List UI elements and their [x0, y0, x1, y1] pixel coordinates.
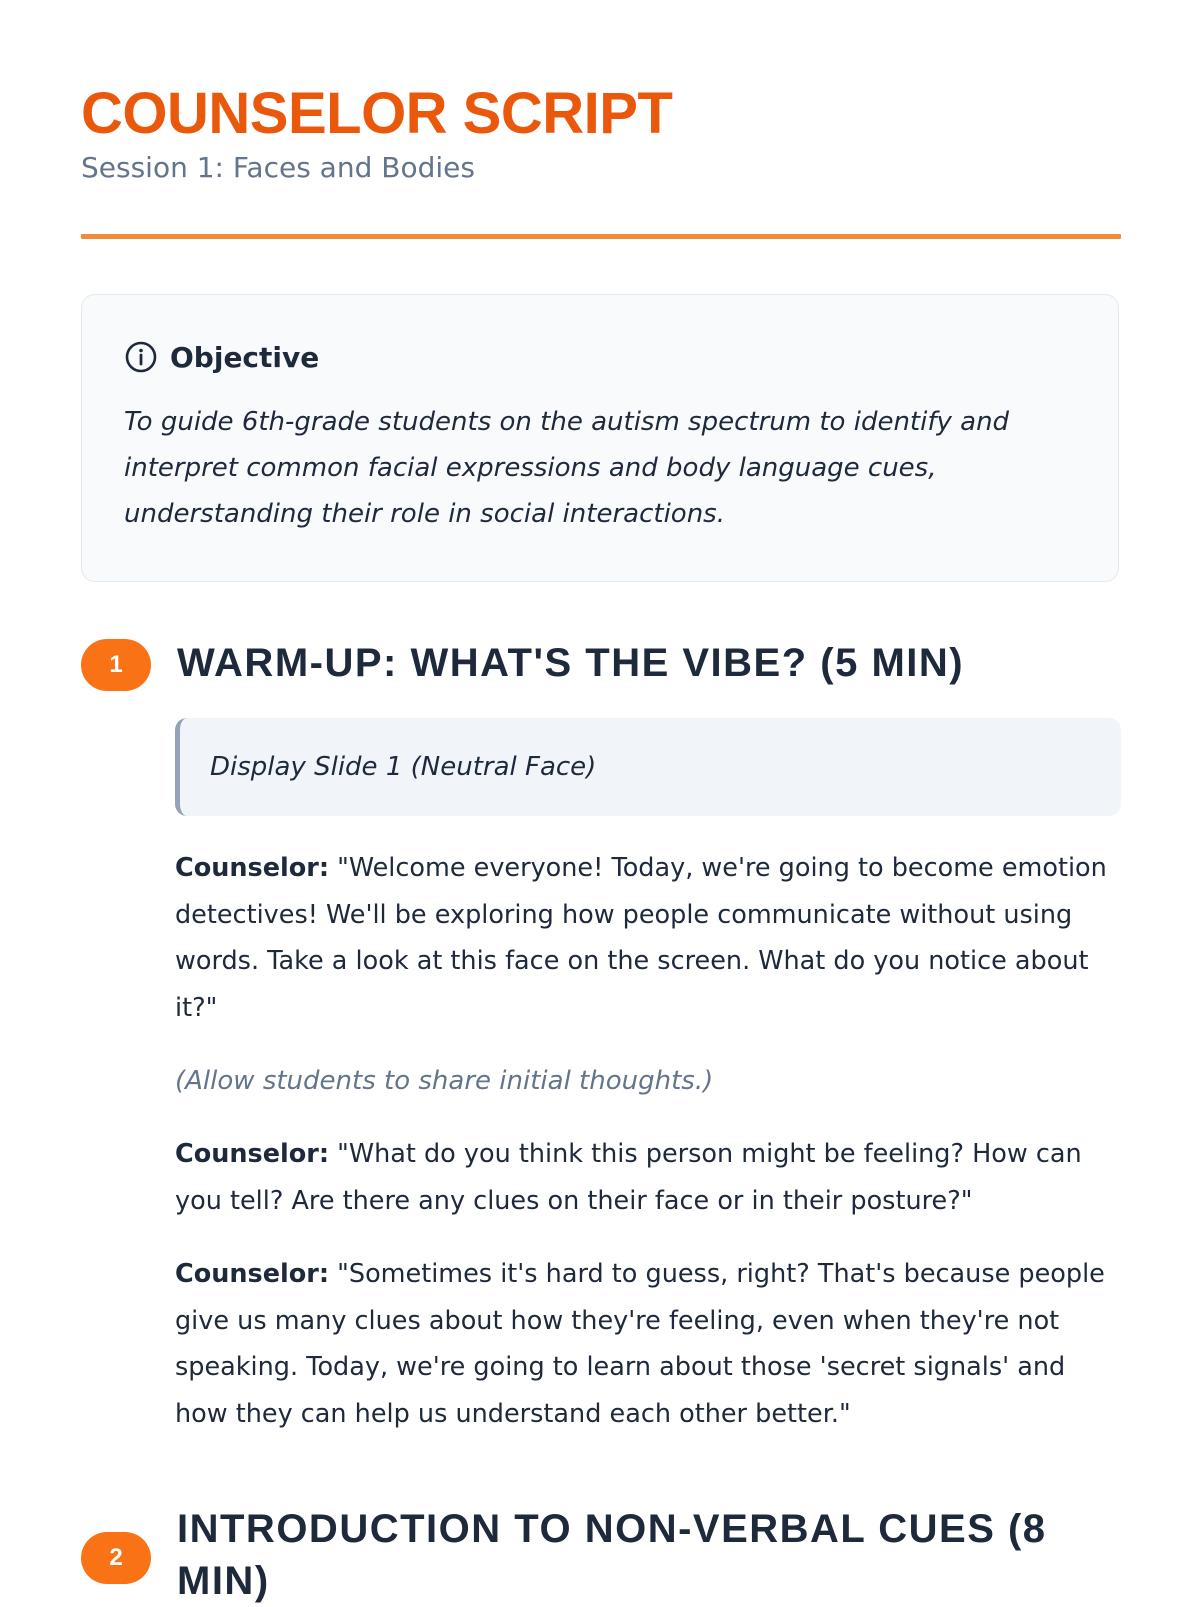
- objective-header: [124, 339, 319, 375]
- section-number-badge: 1: [81, 639, 151, 691]
- counselor-line: [175, 845, 1121, 1031]
- section-number-badge: 2: [81, 1532, 151, 1584]
- objective-card: [81, 294, 1119, 582]
- page-subtitle: Session 1: Faces and Bodies: [81, 151, 475, 184]
- section-title: WARM-UP: WHAT'S THE VIBE? (5 MIN): [177, 641, 965, 685]
- objective-text: To guide 6th-grade students on the autism spectrum to identify and interpret common facial expressions and body language cues, understanding their role in social interactions.: [124, 407, 1010, 529]
- speaker-label: Counselor:: [175, 1259, 330, 1289]
- speaker-label: Counselor:: [175, 1139, 330, 1169]
- header-divider: [81, 234, 1121, 239]
- counselor-line: [175, 1251, 1121, 1437]
- counselor-line: [175, 1131, 1121, 1224]
- objective-label: Objective: [170, 340, 320, 374]
- slide-note: Display Slide 1 (Neutral Face): [175, 718, 1121, 816]
- section-title: INTRODUCTION TO NON-VERBAL CUES (8 MIN): [177, 1507, 1047, 1603]
- counselor-speech: "What do you think this person might be feeling? How can you tell? Are there any clues on their face or in their posture?": [175, 1139, 1082, 1216]
- speaker-label: Counselor:: [175, 853, 330, 883]
- stage-direction: (Allow students to share initial thoughts.): [175, 1066, 714, 1096]
- counselor-speech: "Welcome everyone! Today, we're going to become emotion detectives! We'll be exploring how people communicate without using words. Take a look at this face on the screen. What do you notice about it?": [175, 853, 1107, 1023]
- page-title: COUNSELOR SCRIPT: [81, 81, 673, 146]
- info-icon: [124, 340, 158, 374]
- counselor-speech: "Sometimes it's hard to guess, right? That's because people give us many clues about how they're feeling, even when they're not speaking. Today, we're going to learn about those 'secret signals' and how they can help us understand each other better.": [175, 1259, 1105, 1429]
